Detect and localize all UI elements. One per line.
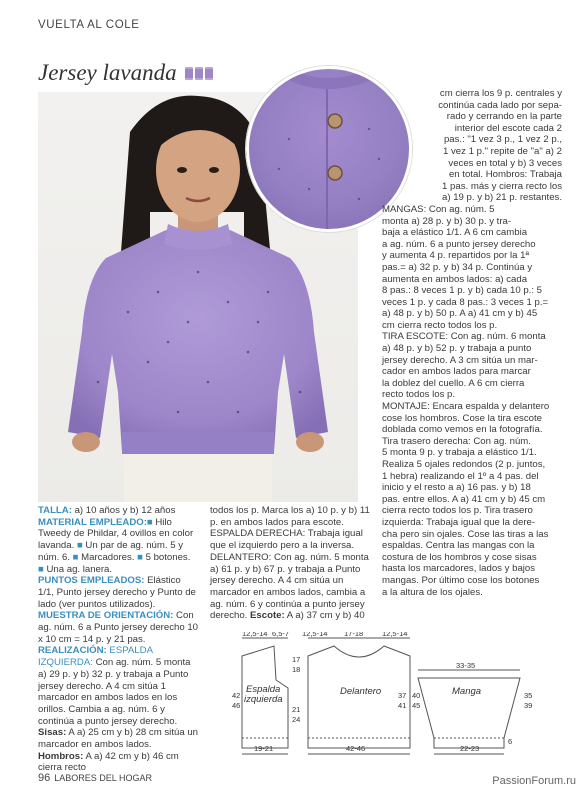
manga-label: Manga [452,686,482,697]
bullet-icon: ■ [76,540,83,552]
right-column-line: 1 hebra) realizando el 1º a 4 pas. del [382,470,539,482]
material-text-5: Una ag. lanera. [43,563,113,575]
right-column-line: izquierda: Trabaja igual que la dere- [382,516,536,528]
dim-12-14-b: 12,5-14 [302,632,328,638]
material-heading: MATERIAL EMPLEADO: [38,516,147,528]
dim-35: 35 [524,691,533,700]
talla-heading: TALLA: [38,505,72,516]
puntos-text-2: (ver puntos utilizados). [56,598,156,610]
right-column-line: 1 vez 1 p." repite de "a" a) 2 [442,145,562,157]
puntos-text: Elástico 1/1, Punto jersey derecho y Punto de lado [38,575,196,610]
right-column-line: inicio y el resto a a) 16 pas. y b) 18 [382,482,531,494]
yarn-spool-icons [185,67,213,80]
right-column-line: interior del escote cada 2 [454,122,562,134]
page-footer [38,772,152,784]
right-column-line: doblada como vemos en la fotografía. [382,424,543,436]
right-column-line: recto todos los p. [382,389,456,401]
bullet-icon: ■ [146,516,153,528]
right-column-line: a la altura de los ojales. [382,586,483,598]
section-label: VUELTA AL COLE [38,19,140,31]
right-column-line: a) 48 p. y b) 52 p. y trabaja a punto [382,343,532,355]
hombros-text: A a) 42 cm y b) 46 cm cierra recto [38,750,179,774]
right-column-line: MONTAJE: Encara espalda y delantero [382,401,550,413]
mid-paragraph-2: ESPALDA DERECHA: Trabaja igual que el izquierdo pero a la inversa. [210,528,363,552]
right-column-line: a) 19 p. y b) 21 p. restantes. [442,192,562,204]
right-column-line: rado y cerrando en la parte [446,111,562,123]
dim-12-14-c: 12,5-14 [382,632,408,638]
right-column-line: monta a) 28 p. y b) 30 p. y tra- [382,215,512,227]
dim-24: 24 [292,715,301,724]
right-column-line: a ag. núm. 6 a punto jersey derecho [382,238,536,250]
dim-45: 45 [412,701,421,710]
izquierda-label: izquierda [244,694,283,705]
dim-39: 39 [524,701,533,710]
pattern-schematic [232,632,564,760]
dim-37: 37 [398,691,407,700]
page-title [38,60,213,86]
material-text-4: 5 botones. [142,551,191,563]
button-icon [328,114,342,128]
right-column-line: cm cierra recto todos los p. [382,319,498,331]
right-column-line: cador en ambos lados para marcar [382,366,531,378]
right-column-line: la doblez del cuello. A 6 cm cierra [382,377,525,389]
right-column-line: 8 pas.: 8 veces 1 p. y b) cada 10 p.: 5 [382,285,542,297]
right-column-line: en total. Hombros: Trabaja [448,169,562,181]
dim-17-18: 17-18 [344,632,364,638]
right-column-line: veces 1 p. y cada 8 pas.: 3 veces 1 p.= [382,296,549,308]
right-column-line: cierra recto todos los p. Tira trasero [382,505,533,517]
right-column-line: jersey derecho. A 3 cm sitúa un mar- [382,354,538,366]
right-column-line: cha pero sin ojales. Cose las tiras a las [382,528,549,540]
right-column-line: Tira trasero derecha: Con ag. núm. [382,435,531,447]
right-column-line: TIRA ESCOTE: Con ag. núm. 6 monta [382,331,546,343]
bullet-icon: ■ [38,563,44,575]
spool-icon [205,67,213,80]
dim-19-21: 19-21 [254,744,274,753]
page-number: 96 [38,772,51,784]
right-column-line: MANGAS: Con ag. núm. 5 [382,203,495,215]
right-column-line: hasta los marcadores, lados y bajos [382,563,536,575]
instructions-right-column [382,88,562,598]
delantero-label: Delantero [340,686,382,697]
right-column-line: mangas. Por último cose los botones [382,574,540,586]
dim-33-35: 33-35 [456,661,476,670]
dim-46: 46 [232,701,241,710]
right-column-line: espaldas. Centra las mangas con la [382,540,535,552]
dim-42-46: 42-46 [346,744,366,753]
espalda-text: Con ag. núm. 5 monta a) 29 p. y b) 32 p. y trabaja a Punto jersey derecho. A 4 cm sitúa 1 marcador en ambos lados en los orillos. Cambia a ag. núm. 6 y continúa a punto jersey derecho. [38,657,191,727]
right-column-line: pas.: "1 vez 3 p., 1 vez 2 p., [443,134,562,146]
mid-paragraph-1: todos los p. Marca los a) 10 p. y b) 11 p. en ambos lados para escote. [210,505,370,528]
dim-17: 17 [292,655,301,664]
muestra-text: Con ag. núm. 6 a Punto jersey derecho 10 x 10 cm = 14 p. y 21 pas. [38,610,198,645]
button-icon [328,166,342,180]
dim-6-7: 6,5-7 [272,632,290,638]
right-column-line: baja a elástico 1/1. A 6 cm cambia [382,227,528,239]
right-column-line: costura de los hombros y cose sisas [382,551,537,563]
espalda-label: Espalda [246,684,281,695]
espalda-heading: ESPALDA IZQUIERDA: [38,645,153,669]
talla-text: a) 10 años y b) 12 años [71,505,176,516]
title-text: Jersey lavanda [38,60,177,85]
dim-6: 6 [508,737,513,746]
instructions-middle-column [210,505,376,622]
mid-paragraph-3: DELANTERO: Con ag. núm. 5 monta a) 61 p. y b) 67 p. y trabaja a Punto jersey derecho. A 4 cm sitúa un marcador en ambos lados, cambia a ag. núm. 6 y continúa a punto jersey derecho. [210,551,369,622]
material-text-2: Un par de ag. núm. 5 y núm. 6. [38,540,184,563]
spool-icon [185,67,193,80]
right-column-line: pas. entre ellos. A a) 41 cm y b) 45 cm [382,493,546,505]
material-text-3: Marcadores. [78,551,135,563]
magazine-name: LABORES DEL HOGAR [54,773,152,783]
delantero-shape [308,646,410,748]
bullet-icon: ■ [137,551,143,563]
sisas-heading: Sisas: [38,727,67,739]
bullet-icon: ■ [72,551,79,563]
dim-12-14-a: 12,5-14 [242,632,268,638]
right-column-line: a) 48 p. y b) 50 p. A a) 41 cm y b) 45 [382,308,538,320]
dim-41: 41 [398,701,407,710]
muestra-heading: MUESTRA DE ORIENTACIÓN: [38,610,174,622]
puntos-heading: PUNTOS EMPLEADOS: [38,575,145,587]
right-column-line: cm cierra los 9 p. centrales y [439,88,562,99]
right-column-line: aumenta en ambos lados: a) cada [382,273,528,285]
right-column-line: Realiza 5 ojales redondos (2 p. juntos, [382,459,546,470]
realizacion-heading: REALIZACIÓN: [38,645,107,657]
right-column-line: y aumenta 4 p. repartidos por la 1ª [382,250,530,262]
right-column-line: veces en total y b) 3 veces [448,157,562,169]
escote-heading: Escote: [247,610,285,622]
right-column-line: cose los hombros. Cose la tira escote [382,412,542,424]
spool-icon [195,67,203,80]
right-column-line: pas.= a) 32 p. y b) 34 p. Continúa y [382,261,533,273]
escote-text: A a) 37 cm y b) 40 [284,610,365,622]
dim-21: 21 [292,705,301,714]
hombros-heading: Hombros: [38,750,84,762]
sisas-text: A a) 25 cm y b) 28 cm sitúa un marcador en ambos lados. [38,727,198,751]
dim-42: 42 [232,691,241,700]
instructions-left-column [38,505,198,774]
right-column-line: continúa cada lado por sepa- [438,99,562,111]
dim-22-23: 22-23 [460,744,480,753]
material-text: Hilo Tweedy de Phildar, 4 ovillos en color lavanda. [38,516,194,552]
watermark: PassionForum.ru [492,775,576,787]
right-column-line: 5 monta 9 p. y trabaja a elástico 1/1. [382,447,537,459]
dim-40: 40 [412,691,421,700]
right-column-line: 1 pas. más y cierra recto los [442,180,562,192]
dim-18: 18 [292,665,301,674]
